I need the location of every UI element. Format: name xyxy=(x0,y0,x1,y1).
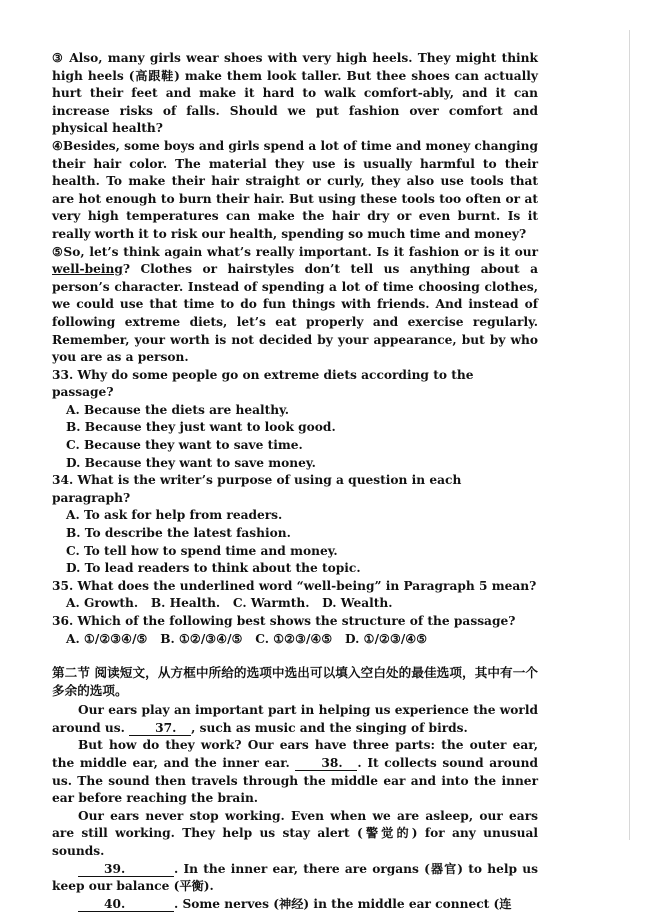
cloze-paragraph-1 xyxy=(52,702,538,737)
paragraph-5 xyxy=(52,244,538,367)
cloze-paragraph-5 xyxy=(52,896,538,913)
question-34-option-c: C. To tell how to spend time and money. xyxy=(66,543,338,558)
question-33-stem: 33. Why do some people go on extreme diets according to the passage? xyxy=(52,367,474,400)
blank-37: 37. xyxy=(129,721,191,736)
cloze-paragraph-2 xyxy=(52,737,538,807)
paragraph-4: ④Besides, some boys and girls spend a lot of time and money changing their hair color. The material they use is usually harmful to their health. To make their hair straight or curly, they also use tools that are hot enough to burn their hair. But using these tools too often or at very high temperatures can make the hair dry or even burnt. Is it really worth it to risk our health, spending so much time and money? xyxy=(52,138,539,241)
blank-39: 39. xyxy=(78,862,174,877)
cloze-paragraph-2-rest: . It collects sound around us. The sound then travels through the middle ear and into the inner ear before reaching the brain. xyxy=(52,755,538,806)
question-36-stem: 36. Which of the following best shows the structure of the passage? xyxy=(52,614,516,628)
question-34-stem: 34. What is the writer’s purpose of using a question in each paragraph? xyxy=(52,473,462,505)
cloze-paragraph-4 xyxy=(52,861,538,896)
question-33-option-a: A. Because the diets are healthy. xyxy=(66,402,290,417)
paragraph-3: ③ Also, many girls wear shoes with very high heels. They might think high heels (高跟鞋) make them look taller. But thee shoes can actually hurt their feet and make it hard to walk comfort-ably, and it can increase risks of falls. Should we put fashion over comfort and physical health? xyxy=(52,51,538,136)
paragraph-5-start: ⑤So, let’s think again what’s really important. Is it fashion or is it our xyxy=(52,244,538,259)
blank-38: 38. xyxy=(295,756,357,771)
cloze-paragraph-2-text: But how do they work? Our ears have three parts: the outer ear, the middle ear, and the inner ear. xyxy=(52,738,538,770)
underlined-word: well-being xyxy=(52,262,123,277)
blank-40: 40. xyxy=(78,897,174,912)
section-2-heading: 第二节 阅读短文，从方框中所给的选项中选出可以填入空白处的最佳选项，其中有一个多余的选项。 xyxy=(52,665,538,699)
question-34-option-d: D. To lead readers to think about the topic. xyxy=(66,561,361,576)
cloze-paragraph-4-rest: . In the inner ear, there are organs (器官) to help us keep our balance (平衡). xyxy=(52,861,538,894)
question-33-option-c: C. Because they want to save time. xyxy=(66,438,303,453)
question-35-stem: 35. What does the underlined word “well-being” in Paragraph 5 mean? xyxy=(52,578,537,593)
question-35-options: A. Growth. B. Health. C. Warmth. D. Wealth. xyxy=(66,596,393,611)
question-34-option-b: B. To describe the latest fashion. xyxy=(66,526,291,541)
page-edge-line xyxy=(629,30,630,840)
question-34-option-a: A. To ask for help from readers. xyxy=(66,508,283,523)
cloze-paragraph-3: Our ears never stop working. Even when we are asleep, our ears are still working. They help us stay alert (警觉的) for any unusual sounds. xyxy=(52,808,538,858)
cloze-paragraph-1-text: Our ears play an important part in helping us experience the world around us. xyxy=(52,703,538,735)
question-33-option-b: B. Because they just want to look good. xyxy=(66,420,336,435)
paragraph-5-rest: ? Clothes or hairstyles don’t tell us anything about a person’s character. Instead of spending a lot of time choosing clothes, we could use that time to do fun things with friends. And instead of following extreme diets, let’s eat properly and exercise regularly. Remember, your worth is not decided by your appearance, but by who you are as a person. xyxy=(52,262,538,365)
cloze-paragraph-5-rest: . Some nerves (神经) in the middle ear connect (连 xyxy=(174,896,512,911)
question-33-option-d: D. Because they want to save money. xyxy=(66,455,316,470)
cloze-paragraph-1-rest: , such as music and the singing of birds. xyxy=(191,720,468,735)
document-page xyxy=(52,50,538,913)
question-36-options: A. ①/②③④/⑤ B. ①②/③④/⑤ C. ①②③/④⑤ D. ①/②③/④⑤ xyxy=(66,631,428,646)
